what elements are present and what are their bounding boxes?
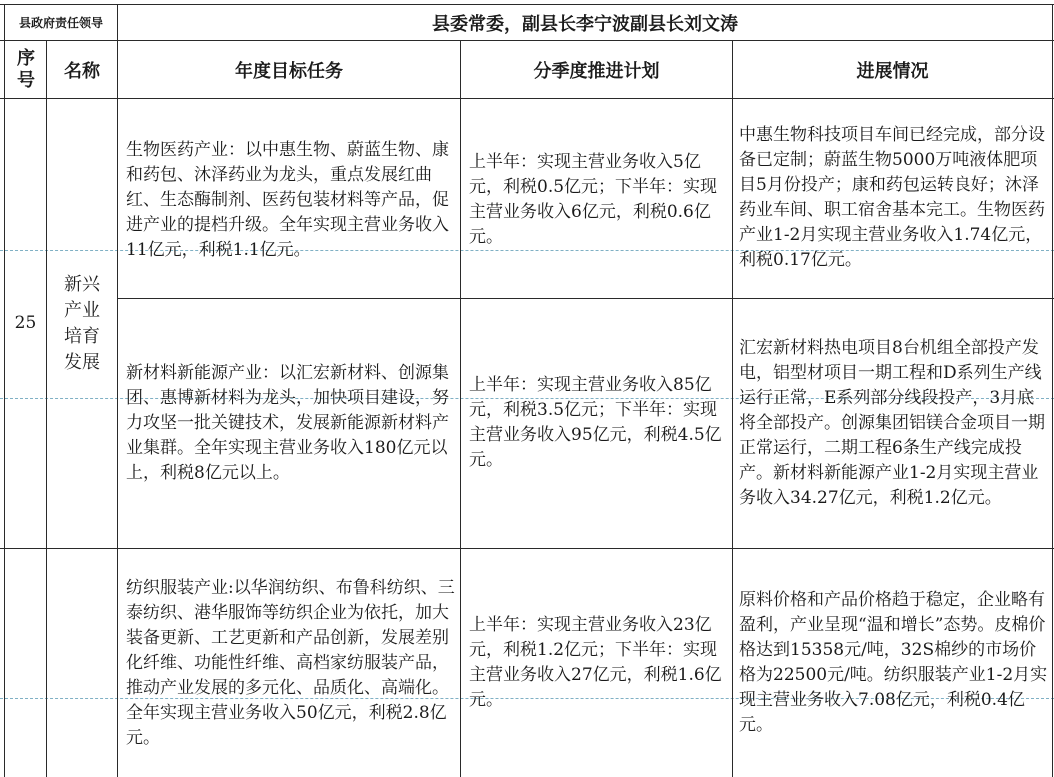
table-row bbox=[733, 552, 1052, 774]
quarterly-plan-cell: 上半年：实现主营业务收入5亿元，利税0.5亿元；下半年：实现主营业务收入6亿元，利税0.6亿元。 bbox=[469, 152, 718, 247]
annual-target-cell: 生物医药产业：以中惠生物、蔚蓝生物、康和药包、沐泽药业为龙头，重点发展红曲红、生态酶制剂、医药包装材料等产品，促进产业的提档升级。全年实现主营业务收入11亿元，利税1.1亿元。 bbox=[126, 139, 449, 260]
table-row bbox=[733, 300, 1052, 547]
table-row bbox=[733, 100, 1052, 296]
table-border bbox=[46, 40, 47, 777]
table-row bbox=[461, 305, 732, 541]
quarterly-plan-cell: 上半年：实现主营业务收入85亿元，利税3.5亿元；下半年：实现主营业务收入95亿元，利税4.5亿元。 bbox=[469, 375, 722, 470]
annual-target-cell: 纺织服装产业:以华润纺织、布鲁科纺织、三泰纺织、港华服饰等纺织企业为依托，加大装备更新、工艺更新和产品创新，发展差别化纤维、功能性纤维、高档家纺服装产品，推动产业发展的多元化、品质化、高端化。全年实现主营业务收入50亿元，利税2.8亿元。 bbox=[126, 577, 455, 748]
group-number: 25 bbox=[14, 313, 37, 333]
responsible-leader-label: 县政府责任领导 bbox=[18, 16, 103, 30]
column-header-annual-target: 年度目标任务 bbox=[235, 60, 343, 82]
table-border bbox=[117, 298, 1054, 299]
progress-cell: 中惠生物科技项目车间已经完成，部分设备已定制；蔚蓝生物5000万吨液体肥项目5月份投产；康和药包运转良好；沐泽药业车间、职工宿舍基本完工。生物医药产业1-2月实现主营业务收入1.74亿元，利税0.17亿元。 bbox=[739, 125, 1045, 270]
leader-names: 县委常委，副县长李宁波副县长刘文涛 bbox=[432, 13, 738, 35]
column-header-quarterly-plan: 分季度推进计划 bbox=[533, 60, 660, 82]
quarterly-plan-cell: 上半年：实现主营业务收入23亿元，利税1.2亿元；下半年：实现主营业务收入27亿元，利税1.6亿元。 bbox=[469, 615, 722, 710]
column-header-name: 名称 bbox=[64, 60, 100, 82]
table-border bbox=[0, 548, 1054, 549]
progress-cell: 原料价格和产品价格趋于稳定，企业略有盈利，产业呈现“温和增长”态势。皮棉价格达到15358元/吨，32S棉纱的市场价格为22500元/吨。纺织服装产业1-2月实现主营业务收入7.08亿元，利税0.4亿元。 bbox=[739, 590, 1048, 735]
table-row bbox=[118, 552, 460, 774]
column-header-seq: 序号 bbox=[17, 47, 35, 91]
table-row bbox=[118, 305, 460, 541]
table-border bbox=[1052, 4, 1053, 777]
table-border bbox=[0, 98, 1054, 99]
group-name: 新兴产业培育发展 bbox=[64, 273, 100, 373]
table-row bbox=[118, 110, 460, 290]
annual-target-cell: 新材料新能源产业：以汇宏新材料、创源集团、惠博新材料为龙头，加快项目建设，努力攻坚一批关键技术，发展新能源新材料产业集群。全年实现主营业务收入180亿元以上，利税8亿元以上。 bbox=[126, 362, 449, 483]
column-header-progress: 进展情况 bbox=[856, 60, 929, 82]
table-row bbox=[461, 552, 732, 774]
table-row bbox=[461, 110, 732, 290]
progress-cell: 汇宏新材料热电项目8台机组全部投产发电，铝型材项目一期工程和D系列生产线运行正常，E系列部分线段投产，3月底将全部投产。创源集团铝镁合金项目一期正常运行，二期工程6条生产线完成投产。新材料新能源产业1-2月实现主营业务收入34.27亿元，利税1.2亿元。 bbox=[739, 338, 1045, 508]
